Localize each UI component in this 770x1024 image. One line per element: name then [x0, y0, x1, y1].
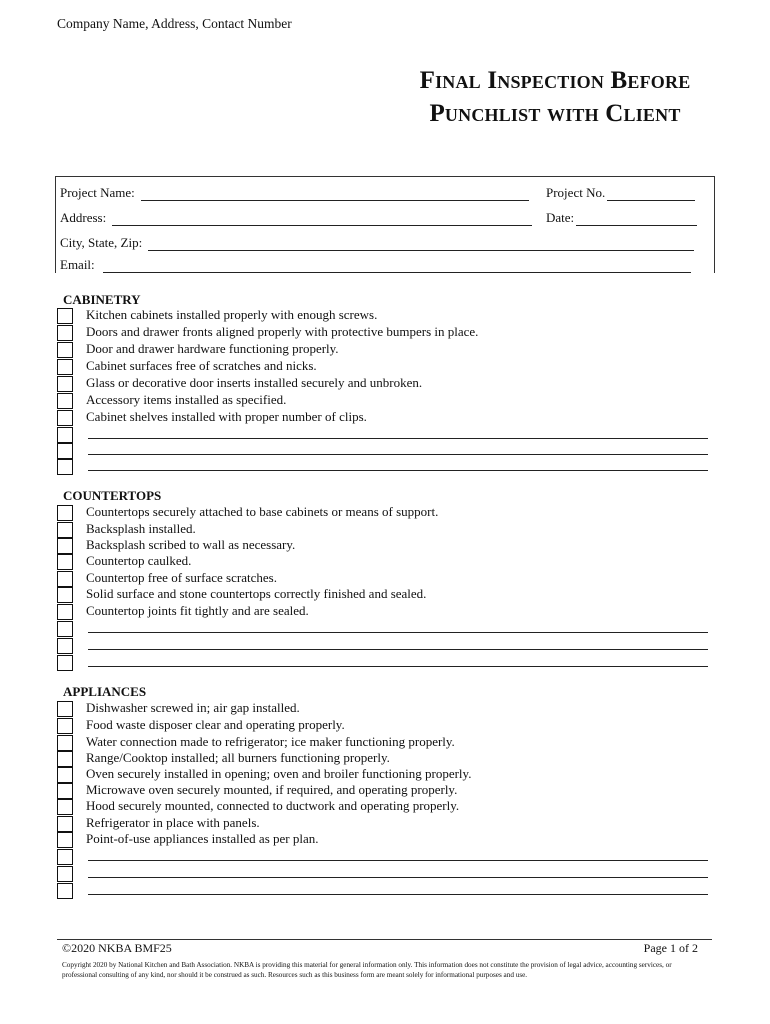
item-text: Accessory items installed as specified. [86, 392, 287, 407]
city-state-zip-field[interactable] [148, 236, 694, 251]
checkbox[interactable] [57, 718, 73, 734]
checklist-item [55, 504, 710, 521]
project-no-row [546, 183, 695, 201]
address-row [60, 208, 532, 226]
item-text: Dishwasher screwed in; air gap installed. [86, 700, 300, 715]
blank-line[interactable] [88, 454, 708, 455]
item-text: Kitchen cabinets installed properly with enough screws. [86, 307, 378, 322]
blank-item [55, 426, 710, 443]
checkbox[interactable] [57, 783, 73, 799]
checklist-item [55, 570, 710, 587]
blank-item [55, 848, 710, 865]
item-text: Cabinet surfaces free of scratches and nicks. [86, 358, 317, 373]
address-field[interactable] [112, 211, 532, 226]
item-text: Countertop caulked. [86, 553, 192, 568]
checkbox[interactable] [57, 325, 73, 341]
title-line-2: Punchlist with Client [429, 100, 681, 127]
checkbox[interactable] [57, 866, 73, 882]
checklist-item [55, 798, 710, 815]
checklist-item [55, 375, 710, 392]
checkbox[interactable] [57, 604, 73, 620]
item-text: Hood securely mounted, connected to ductwork and operating properly. [86, 798, 460, 813]
footer-divider [57, 939, 712, 940]
date-label: Date: [546, 210, 575, 225]
section-title: COUNTERTOPS [63, 488, 162, 503]
item-text: Point-of-use appliances installed as per plan. [86, 831, 319, 846]
checkbox[interactable] [57, 359, 73, 375]
project-no-field[interactable] [607, 186, 695, 201]
checkbox[interactable] [57, 799, 73, 815]
checklist-item [55, 750, 710, 767]
checkbox[interactable] [57, 735, 73, 751]
checklist-item [55, 553, 710, 570]
checklist-item [55, 734, 710, 751]
checkbox[interactable] [57, 443, 73, 459]
email-label: Email: [60, 257, 95, 272]
project-no-label: Project No. [546, 185, 606, 200]
checklist-item [55, 358, 710, 375]
item-text: Countertop joints fit tightly and are sealed. [86, 603, 309, 618]
item-text: Range/Cooktop installed; all burners functioning properly. [86, 750, 390, 765]
blank-line[interactable] [88, 438, 708, 439]
date-field[interactable] [576, 211, 697, 226]
checkbox[interactable] [57, 767, 73, 783]
checklist-item [55, 782, 710, 799]
blank-line[interactable] [88, 632, 708, 633]
checkbox[interactable] [57, 701, 73, 717]
item-text: Doors and drawer fronts aligned properly with protective bumpers in place. [86, 324, 479, 339]
checkbox[interactable] [57, 849, 73, 865]
item-text: Countertops securely attached to base cabinets or means of support. [86, 504, 439, 519]
city-state-zip-row [60, 233, 694, 251]
item-text: Oven securely installed in opening; oven and broiler functioning properly. [86, 766, 472, 781]
checklist-item [55, 537, 710, 554]
city-state-zip-label: City, State, Zip: [60, 235, 143, 250]
item-text: Microwave oven securely mounted, if required, and operating properly. [86, 782, 458, 797]
blank-item [55, 442, 710, 459]
item-text: Door and drawer hardware functioning properly. [86, 341, 339, 356]
checklist-item [55, 341, 710, 358]
item-text: Cabinet shelves installed with proper number of clips. [86, 409, 367, 424]
checkbox[interactable] [57, 621, 73, 637]
blank-line[interactable] [88, 894, 708, 895]
section-title: APPLIANCES [63, 684, 147, 699]
checklist-item [55, 700, 710, 717]
checkbox[interactable] [57, 655, 73, 671]
item-text: Food waste disposer clear and operating properly. [86, 717, 345, 732]
item-text: Solid surface and stone countertops correctly finished and sealed. [86, 586, 427, 601]
project-name-label: Project Name: [60, 185, 135, 200]
checklist-item [55, 603, 710, 620]
checklist-item [55, 521, 710, 538]
blank-item [55, 458, 710, 475]
checkbox[interactable] [57, 638, 73, 654]
checklist-item [55, 815, 710, 832]
checkbox[interactable] [57, 587, 73, 603]
checklist-item [55, 409, 710, 426]
blank-item [55, 620, 710, 637]
checkbox[interactable] [57, 883, 73, 899]
page-title [390, 64, 720, 130]
checkbox[interactable] [57, 816, 73, 832]
checklist-item [55, 324, 710, 341]
checklist-item [55, 307, 710, 324]
checkbox[interactable] [57, 751, 73, 767]
company-info-line: Company Name, Address, Contact Number [57, 16, 292, 31]
item-text: Water connection made to refrigerator; ice maker functioning properly. [86, 734, 455, 749]
checkbox[interactable] [57, 393, 73, 409]
checkbox[interactable] [57, 459, 73, 475]
section-title: CABINETRY [63, 292, 141, 307]
checkbox[interactable] [57, 832, 73, 848]
checkbox[interactable] [57, 505, 73, 521]
blank-item [55, 882, 710, 899]
checkbox[interactable] [57, 571, 73, 587]
item-text: Backsplash scribed to wall as necessary. [86, 537, 296, 552]
item-text: Glass or decorative door inserts installed securely and unbroken. [86, 375, 423, 390]
address-label: Address: [60, 210, 107, 225]
item-text: Countertop free of surface scratches. [86, 570, 277, 585]
date-row [546, 208, 697, 226]
page-number: Page 1 of 2 [643, 941, 698, 955]
email-row [60, 255, 691, 273]
blank-line[interactable] [88, 666, 708, 667]
checklist-item [55, 586, 710, 603]
project-name-row [60, 183, 529, 201]
blank-line[interactable] [88, 649, 708, 650]
item-text: Refrigerator in place with panels. [86, 815, 260, 830]
checkbox[interactable] [57, 342, 73, 358]
blank-line[interactable] [88, 470, 708, 471]
checkbox[interactable] [57, 376, 73, 392]
checkbox[interactable] [57, 522, 73, 538]
checklist-item [55, 766, 710, 783]
checkbox[interactable] [57, 427, 73, 443]
checkbox[interactable] [57, 308, 73, 324]
checkbox[interactable] [57, 538, 73, 554]
project-info-box [55, 176, 715, 273]
legal-disclaimer: Copyright 2020 by National Kitchen and Bath Association. NKBA is providing this material for general information only. This information does not constitute the provision of legal advice, accounting services, or professional consulting of any kind, nor should it be construed as such. Resources such as this business form are meant solely for informational purposes and use. [62, 961, 672, 979]
project-name-field[interactable] [141, 186, 529, 201]
title-line-1: Final Inspection Before [419, 67, 691, 94]
blank-item [55, 865, 710, 882]
blank-line[interactable] [88, 877, 708, 878]
checkbox[interactable] [57, 410, 73, 426]
email-field[interactable] [103, 262, 691, 273]
form-id: ©2020 NKBA BMF25 [62, 941, 172, 955]
item-text: Backsplash installed. [86, 521, 196, 536]
checklist-item [55, 831, 710, 848]
blank-line[interactable] [88, 860, 708, 861]
blank-item [55, 654, 710, 671]
checklist-item [55, 717, 710, 734]
blank-item [55, 637, 710, 654]
checklist-item [55, 392, 710, 409]
checkbox[interactable] [57, 554, 73, 570]
